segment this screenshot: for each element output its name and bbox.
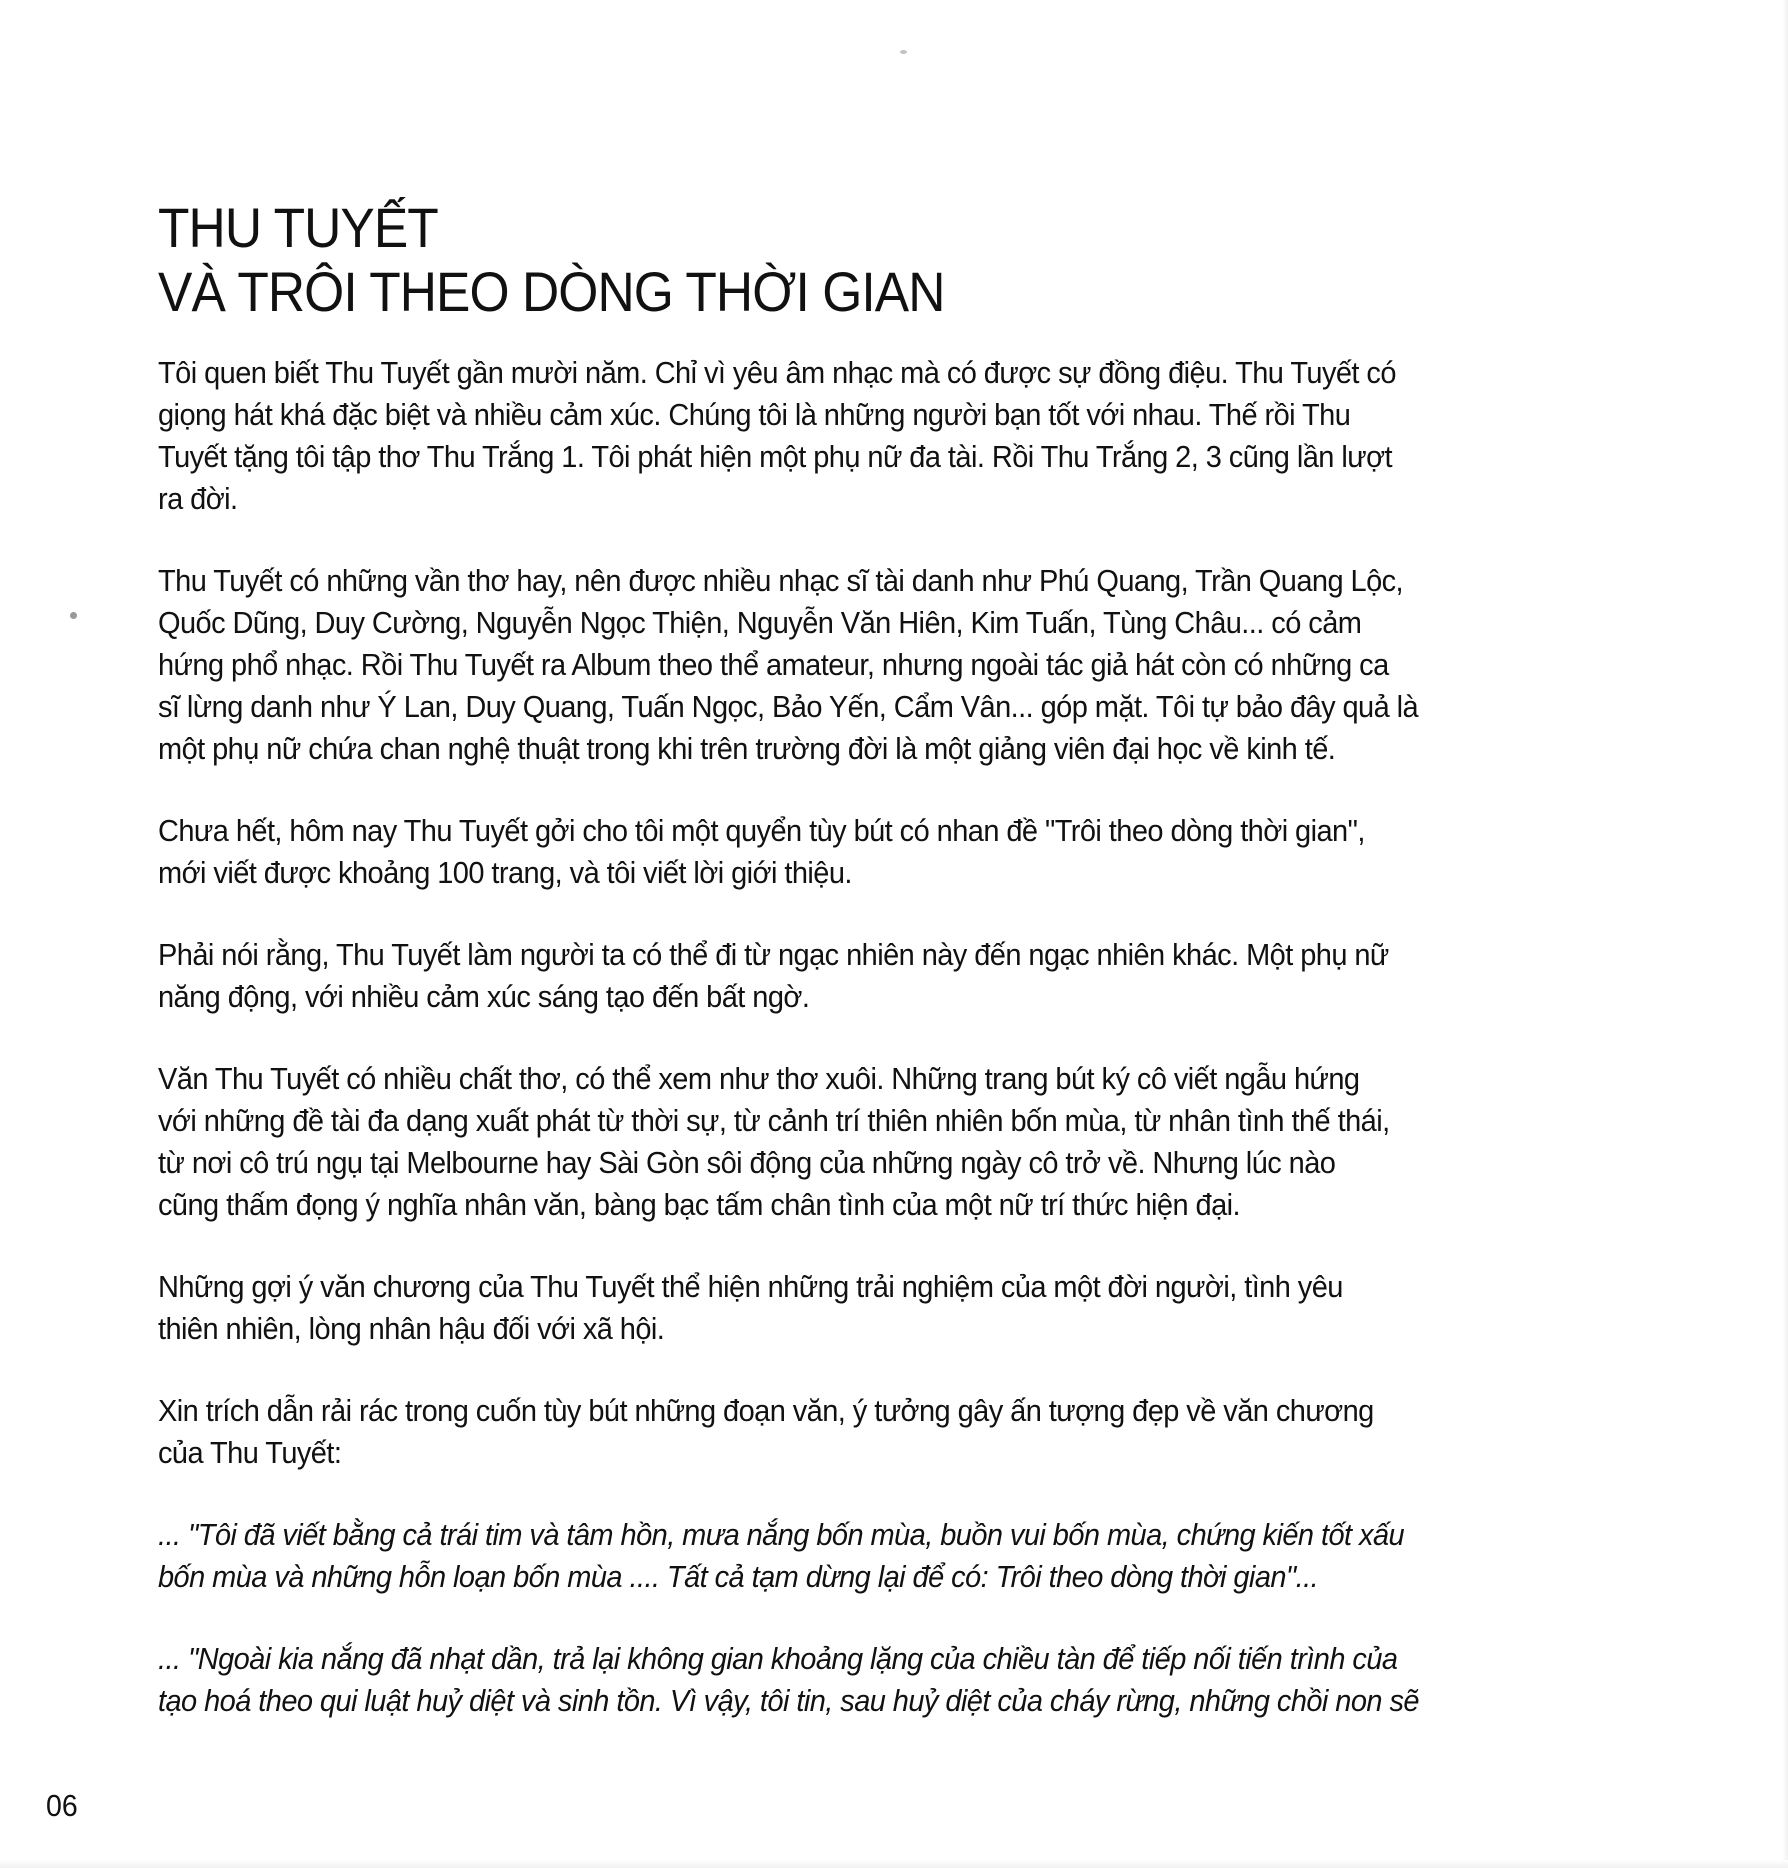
- text-line: cũng thấm đọng ý nghĩa nhân văn, bàng bạc tấm chân tình của một nữ trí thức hiện đại.: [158, 1187, 1240, 1222]
- scan-speck: [900, 50, 907, 54]
- page-edge-shadow: [1782, 0, 1788, 1868]
- text-line: thiên nhiên, lòng nhân hậu đối với xã hội.: [158, 1311, 665, 1346]
- text-line: giọng hát khá đặc biệt và nhiều cảm xúc. Chúng tôi là những người bạn tốt với nhau. Thế rồi Thu: [158, 397, 1351, 432]
- text-line: Thu Tuyết có những vần thơ hay, nên được nhiều nhạc sĩ tài danh như Phú Quang, Trần Quang Lộc,: [158, 563, 1404, 598]
- quote-paragraph: [158, 1638, 1617, 1722]
- body-text: [158, 352, 1658, 1762]
- text-line: Tuyết tặng tôi tập thơ Thu Trắng 1. Tôi phát hiện một phụ nữ đa tài. Rồi Thu Trắng 2, 3 cũng lần lượt: [158, 439, 1393, 474]
- text-line: ... "Ngoài kia nắng đã nhạt dần, trả lại không gian khoảng lặng của chiều tàn để tiếp nối tiến trình của: [158, 1641, 1398, 1676]
- paragraph: [158, 560, 1617, 770]
- text-line: của Thu Tuyết:: [158, 1435, 342, 1470]
- text-line: Phải nói rằng, Thu Tuyết làm người ta có thể đi từ ngạc nhiên này đến ngạc nhiên khác. Một phụ nữ: [158, 937, 1389, 972]
- paragraph: [158, 1266, 1617, 1350]
- text-line: ... "Tôi đã viết bằng cả trái tim và tâm hồn, mưa nắng bốn mùa, buồn vui bốn mùa, chứng kiến tốt xấu: [158, 1517, 1405, 1552]
- page-title: [158, 196, 945, 324]
- text-line: Chưa hết, hôm nay Thu Tuyết gởi cho tôi một quyển tùy bút có nhan đề "Trôi theo dòng thời gian",: [158, 813, 1365, 848]
- text-line: ra đời.: [158, 481, 238, 516]
- text-line: với những đề tài đa dạng xuất phát từ thời sự, từ cảnh trí thiên nhiên bốn mùa, từ nhân tình thế thái,: [158, 1103, 1390, 1138]
- paragraph: [158, 810, 1617, 894]
- text-line: Những gợi ý văn chương của Thu Tuyết thể hiện những trải nghiệm của một đời người, tình yêu: [158, 1269, 1343, 1304]
- text-line: Quốc Dũng, Duy Cường, Nguyễn Ngọc Thiện, Nguyễn Văn Hiên, Kim Tuấn, Tùng Châu... có cảm: [158, 605, 1362, 640]
- text-line: Xin trích dẫn rải rác trong cuốn tùy bút những đoạn văn, ý tưởng gây ấn tượng đẹp về văn chương: [158, 1393, 1374, 1428]
- text-line: bốn mùa và những hỗn loạn bốn mùa .... Tất cả tạm dừng lại để có: Trôi theo dòng thời gian"...: [158, 1559, 1319, 1594]
- text-line: một phụ nữ chứa chan nghệ thuật trong khi trên trường đời là một giảng viên đại học về kinh tế.: [158, 731, 1336, 766]
- title-line: THU TUYẾT: [158, 196, 438, 259]
- text-line: từ nơi cô trú ngụ tại Melbourne hay Sài Gòn sôi động của những ngày cô trở về. Nhưng lúc nào: [158, 1145, 1336, 1180]
- page-bottom-shadow: [0, 1860, 1788, 1868]
- text-line: mới viết được khoảng 100 trang, và tôi viết lời giới thiệu.: [158, 855, 852, 890]
- text-line: Tôi quen biết Thu Tuyết gần mười năm. Chỉ vì yêu âm nhạc mà có được sự đồng điệu. Thu Tuyết có: [158, 355, 1396, 390]
- quote-paragraph: [158, 1514, 1617, 1598]
- paragraph: [158, 1390, 1617, 1474]
- text-line: hứng phổ nhạc. Rồi Thu Tuyết ra Album theo thể amateur, nhưng ngoài tác giả hát còn có những ca: [158, 647, 1389, 682]
- paragraph: [158, 1058, 1617, 1226]
- paragraph: [158, 934, 1617, 1018]
- scan-speck: [70, 612, 77, 619]
- page-number: 06: [46, 1788, 78, 1823]
- title-line: VÀ TRÔI THEO DÒNG THỜI GIAN: [158, 260, 945, 323]
- text-line: sĩ lừng danh như Ý Lan, Duy Quang, Tuấn Ngọc, Bảo Yến, Cẩm Vân... góp mặt. Tôi tự bảo đây quả là: [158, 689, 1419, 724]
- paragraph: [158, 352, 1617, 520]
- text-line: năng động, với nhiều cảm xúc sáng tạo đến bất ngờ.: [158, 979, 810, 1014]
- text-line: Văn Thu Tuyết có nhiều chất thơ, có thể xem như thơ xuôi. Những trang bút ký cô viết ngẫu hứng: [158, 1061, 1360, 1096]
- text-line: tạo hoá theo qui luật huỷ diệt và sinh tồn. Vì vậy, tôi tin, sau huỷ diệt của cháy rừng, những chồi non sẽ: [158, 1683, 1419, 1718]
